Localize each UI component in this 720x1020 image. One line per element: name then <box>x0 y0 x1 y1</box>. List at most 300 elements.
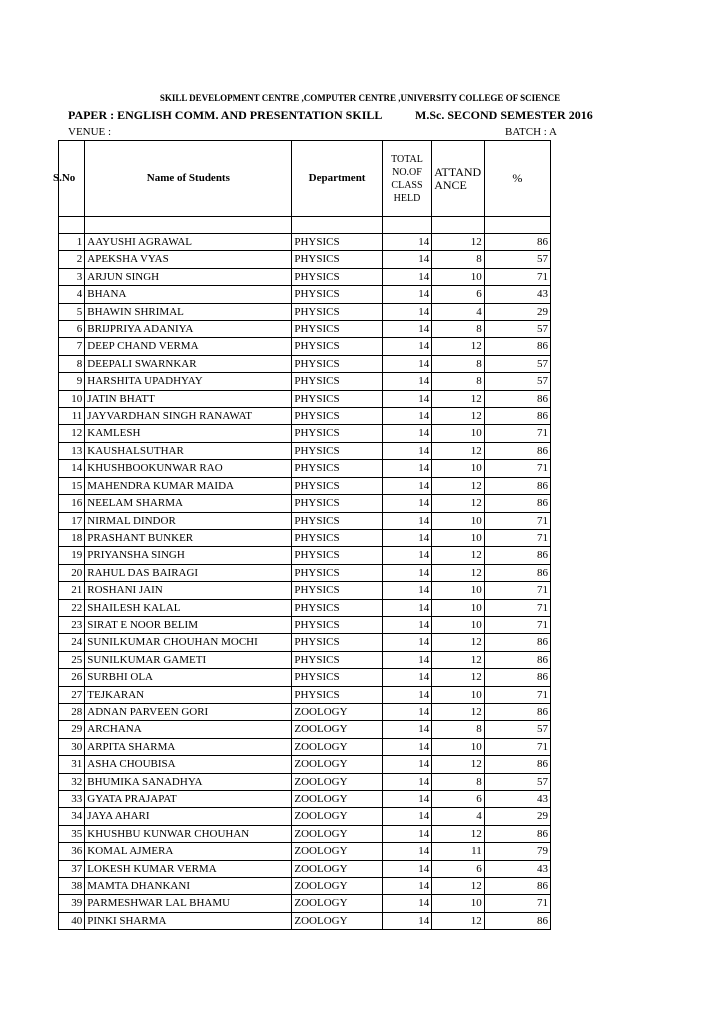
cell-total-classes: 14 <box>382 495 431 512</box>
cell-sno: 31 <box>59 756 85 773</box>
semester-title: M.Sc. SECOND SEMESTER 2016 <box>415 108 593 122</box>
cell-sno: 29 <box>59 721 85 738</box>
cell-department: PHYSICS <box>292 355 382 372</box>
table-row <box>59 512 551 529</box>
cell-attendance: 8 <box>432 773 485 790</box>
cell-attendance: 6 <box>432 791 485 808</box>
cell-percent: 29 <box>484 303 550 320</box>
table-row <box>59 460 551 477</box>
table-row <box>59 738 551 755</box>
cell-department: PHYSICS <box>292 616 382 633</box>
cell-name: SUNILKUMAR CHOUHAN MOCHI <box>85 634 292 651</box>
cell-sno: 32 <box>59 773 85 790</box>
cell-total-classes: 14 <box>382 477 431 494</box>
cell-department: PHYSICS <box>292 529 382 546</box>
cell-percent: 86 <box>484 495 550 512</box>
cell-percent: 71 <box>484 582 550 599</box>
cell-department: ZOOLOGY <box>292 912 382 929</box>
cell-name: KHUSHBU KUNWAR CHOUHAN <box>85 825 292 842</box>
table-row <box>59 338 551 355</box>
cell-department: PHYSICS <box>292 408 382 425</box>
table-row <box>59 495 551 512</box>
table-row <box>59 773 551 790</box>
cell-department: ZOOLOGY <box>292 756 382 773</box>
cell-attendance: 12 <box>432 878 485 895</box>
cell-department: PHYSICS <box>292 390 382 407</box>
cell-percent: 71 <box>484 460 550 477</box>
cell-percent: 86 <box>484 338 550 355</box>
cell-attendance: 8 <box>432 321 485 338</box>
cell-department: PHYSICS <box>292 303 382 320</box>
cell-name: PINKI SHARMA <box>85 912 292 929</box>
attendance-table <box>53 140 551 930</box>
cell-department: PHYSICS <box>292 634 382 651</box>
cell-percent: 43 <box>484 860 550 877</box>
cell-sno: 14 <box>59 460 85 477</box>
cell-department: PHYSICS <box>292 460 382 477</box>
cell-sno: 16 <box>59 495 85 512</box>
table-row <box>59 756 551 773</box>
table-row <box>59 582 551 599</box>
cell-total-classes: 14 <box>382 547 431 564</box>
cell-attendance: 12 <box>432 408 485 425</box>
cell-attendance: 6 <box>432 286 485 303</box>
cell-total-classes: 14 <box>382 321 431 338</box>
cell-name: ARCHANA <box>85 721 292 738</box>
table-row <box>59 321 551 338</box>
cell-attendance: 10 <box>432 895 485 912</box>
cell-name: BHUMIKA SANADHYA <box>85 773 292 790</box>
cell-attendance: 10 <box>432 738 485 755</box>
cell-sno: 22 <box>59 599 85 616</box>
cell-percent: 86 <box>484 477 550 494</box>
cell-attendance: 4 <box>432 808 485 825</box>
cell-percent: 71 <box>484 599 550 616</box>
cell-attendance: 10 <box>432 599 485 616</box>
table-row <box>59 425 551 442</box>
cell-sno: 27 <box>59 686 85 703</box>
cell-total-classes: 14 <box>382 651 431 668</box>
table-header-row <box>59 141 551 217</box>
cell-sno: 4 <box>59 286 85 303</box>
cell-name: TEJKARAN <box>85 686 292 703</box>
cell-department: ZOOLOGY <box>292 791 382 808</box>
cell-name: KHUSHBOOKUNWAR RAO <box>85 460 292 477</box>
cell-sno: 13 <box>59 442 85 459</box>
cell-total-classes: 14 <box>382 669 431 686</box>
cell-department: PHYSICS <box>292 477 382 494</box>
cell-department: PHYSICS <box>292 651 382 668</box>
cell-total-classes: 14 <box>382 425 431 442</box>
paper-title: PAPER : ENGLISH COMM. AND PRESENTATION SKILL <box>68 108 383 122</box>
cell-total-classes: 14 <box>382 373 431 390</box>
table-row <box>59 878 551 895</box>
cell-total-classes: 14 <box>382 234 431 251</box>
cell-sno: 1 <box>59 234 85 251</box>
cell-total-classes: 14 <box>382 721 431 738</box>
cell-percent: 86 <box>484 234 550 251</box>
cell-percent: 57 <box>484 251 550 268</box>
cell-sno: 15 <box>59 477 85 494</box>
cell-percent: 86 <box>484 756 550 773</box>
cell-attendance: 12 <box>432 234 485 251</box>
cell-name: BRIJPRIYA ADANIYA <box>85 321 292 338</box>
cell-department: ZOOLOGY <box>292 895 382 912</box>
cell-name: PRASHANT BUNKER <box>85 529 292 546</box>
cell-name: HARSHITA UPADHYAY <box>85 373 292 390</box>
spacer-cell <box>382 217 431 234</box>
cell-percent: 29 <box>484 808 550 825</box>
table-row <box>59 442 551 459</box>
table-body <box>59 234 551 930</box>
cell-percent: 71 <box>484 616 550 633</box>
table-row <box>59 599 551 616</box>
cell-name: JATIN BHATT <box>85 390 292 407</box>
cell-total-classes: 14 <box>382 703 431 720</box>
cell-sno: 26 <box>59 669 85 686</box>
cell-total-classes: 14 <box>382 599 431 616</box>
table-row <box>59 669 551 686</box>
cell-department: ZOOLOGY <box>292 703 382 720</box>
table-row <box>59 616 551 633</box>
cell-department: ZOOLOGY <box>292 843 382 860</box>
table-row <box>59 303 551 320</box>
cell-attendance: 10 <box>432 582 485 599</box>
cell-name: PRIYANSHA SINGH <box>85 547 292 564</box>
cell-name: MAMTA DHANKANI <box>85 878 292 895</box>
table-row <box>59 564 551 581</box>
cell-sno: 19 <box>59 547 85 564</box>
cell-sno: 30 <box>59 738 85 755</box>
cell-department: PHYSICS <box>292 251 382 268</box>
cell-sno: 9 <box>59 373 85 390</box>
cell-department: PHYSICS <box>292 268 382 285</box>
cell-attendance: 12 <box>432 669 485 686</box>
cell-department: ZOOLOGY <box>292 738 382 755</box>
cell-name: KAUSHALSUTHAR <box>85 442 292 459</box>
cell-department: PHYSICS <box>292 564 382 581</box>
cell-percent: 57 <box>484 355 550 372</box>
cell-name: DEEPALI SWARNKAR <box>85 355 292 372</box>
cell-department: PHYSICS <box>292 321 382 338</box>
cell-department: PHYSICS <box>292 425 382 442</box>
cell-department: PHYSICS <box>292 512 382 529</box>
cell-department: PHYSICS <box>292 582 382 599</box>
cell-percent: 86 <box>484 547 550 564</box>
cell-total-classes: 14 <box>382 529 431 546</box>
cell-total-classes: 14 <box>382 912 431 929</box>
cell-total-classes: 14 <box>382 791 431 808</box>
cell-percent: 71 <box>484 686 550 703</box>
cell-department: PHYSICS <box>292 442 382 459</box>
cell-total-classes: 14 <box>382 303 431 320</box>
cell-name: SHAILESH KALAL <box>85 599 292 616</box>
col-header-total-classes: TOTAL NO.OF CLASS HELD <box>382 141 431 217</box>
cell-total-classes: 14 <box>382 251 431 268</box>
col-header-attendance: ATTANDANCE <box>432 141 485 217</box>
cell-attendance: 8 <box>432 373 485 390</box>
cell-percent: 86 <box>484 825 550 842</box>
cell-name: SURBHI OLA <box>85 669 292 686</box>
cell-attendance: 12 <box>432 825 485 842</box>
cell-department: PHYSICS <box>292 547 382 564</box>
cell-attendance: 12 <box>432 338 485 355</box>
cell-percent: 57 <box>484 373 550 390</box>
cell-attendance: 10 <box>432 529 485 546</box>
cell-department: ZOOLOGY <box>292 721 382 738</box>
cell-attendance: 12 <box>432 634 485 651</box>
col-header-sno: S.No <box>59 141 85 217</box>
table-row <box>59 547 551 564</box>
cell-sno: 28 <box>59 703 85 720</box>
cell-percent: 71 <box>484 738 550 755</box>
cell-sno: 20 <box>59 564 85 581</box>
cell-total-classes: 14 <box>382 634 431 651</box>
cell-attendance: 12 <box>432 442 485 459</box>
cell-sno: 25 <box>59 651 85 668</box>
cell-sno: 12 <box>59 425 85 442</box>
venue-label: VENUE : <box>68 126 112 138</box>
cell-department: ZOOLOGY <box>292 878 382 895</box>
cell-percent: 71 <box>484 268 550 285</box>
cell-sno: 37 <box>59 860 85 877</box>
cell-sno: 21 <box>59 582 85 599</box>
batch-label: BATCH : A <box>505 126 557 138</box>
cell-attendance: 12 <box>432 390 485 407</box>
cell-sno: 23 <box>59 616 85 633</box>
col-header-percent: % <box>484 141 550 217</box>
cell-attendance: 12 <box>432 912 485 929</box>
cell-name: AAYUSHI AGRAWAL <box>85 234 292 251</box>
cell-sno: 24 <box>59 634 85 651</box>
cell-attendance: 10 <box>432 616 485 633</box>
table-row <box>59 721 551 738</box>
col-header-name: Name of Students <box>85 141 292 217</box>
cell-attendance: 12 <box>432 703 485 720</box>
cell-department: ZOOLOGY <box>292 808 382 825</box>
table-row <box>59 651 551 668</box>
cell-attendance: 12 <box>432 651 485 668</box>
cell-total-classes: 14 <box>382 878 431 895</box>
cell-total-classes: 14 <box>382 825 431 842</box>
cell-attendance: 12 <box>432 495 485 512</box>
cell-total-classes: 14 <box>382 773 431 790</box>
table-row <box>59 477 551 494</box>
cell-percent: 71 <box>484 512 550 529</box>
spacer-cell <box>432 217 485 234</box>
cell-name: ROSHANI JAIN <box>85 582 292 599</box>
cell-sno: 18 <box>59 529 85 546</box>
cell-total-classes: 14 <box>382 460 431 477</box>
cell-department: PHYSICS <box>292 234 382 251</box>
cell-sno: 10 <box>59 390 85 407</box>
spacer-cell <box>85 217 292 234</box>
table-row <box>59 686 551 703</box>
cell-total-classes: 14 <box>382 895 431 912</box>
col-header-department: Department <box>292 141 382 217</box>
cell-total-classes: 14 <box>382 286 431 303</box>
cell-total-classes: 14 <box>382 408 431 425</box>
table-row <box>59 808 551 825</box>
cell-percent: 86 <box>484 912 550 929</box>
cell-sno: 17 <box>59 512 85 529</box>
cell-name: JAYA AHARI <box>85 808 292 825</box>
cell-attendance: 8 <box>432 355 485 372</box>
cell-percent: 43 <box>484 791 550 808</box>
cell-total-classes: 14 <box>382 442 431 459</box>
cell-total-classes: 14 <box>382 808 431 825</box>
cell-sno: 38 <box>59 878 85 895</box>
table-row <box>59 529 551 546</box>
header-spacer-row <box>59 217 551 234</box>
cell-percent: 86 <box>484 703 550 720</box>
cell-sno: 34 <box>59 808 85 825</box>
cell-name: DEEP CHAND VERMA <box>85 338 292 355</box>
cell-name: ARJUN SINGH <box>85 268 292 285</box>
cell-name: NIRMAL DINDOR <box>85 512 292 529</box>
cell-department: PHYSICS <box>292 495 382 512</box>
cell-attendance: 10 <box>432 460 485 477</box>
cell-name: ADNAN PARVEEN GORI <box>85 703 292 720</box>
cell-total-classes: 14 <box>382 582 431 599</box>
table-row <box>59 703 551 720</box>
cell-total-classes: 14 <box>382 616 431 633</box>
table-row <box>59 373 551 390</box>
cell-sno: 7 <box>59 338 85 355</box>
cell-percent: 71 <box>484 895 550 912</box>
cell-name: PARMESHWAR LAL BHAMU <box>85 895 292 912</box>
cell-attendance: 10 <box>432 686 485 703</box>
table-row <box>59 408 551 425</box>
table-row <box>59 791 551 808</box>
cell-sno: 8 <box>59 355 85 372</box>
table-row <box>59 251 551 268</box>
cell-percent: 86 <box>484 651 550 668</box>
cell-department: PHYSICS <box>292 686 382 703</box>
cell-total-classes: 14 <box>382 686 431 703</box>
cell-name: SUNILKUMAR GAMETI <box>85 651 292 668</box>
cell-percent: 86 <box>484 878 550 895</box>
table-row <box>59 355 551 372</box>
table-row <box>59 634 551 651</box>
table-row <box>59 268 551 285</box>
spacer-cell <box>292 217 382 234</box>
cell-percent: 86 <box>484 634 550 651</box>
cell-name: SIRAT E NOOR BELIM <box>85 616 292 633</box>
cell-name: RAHUL DAS BAIRAGI <box>85 564 292 581</box>
cell-percent: 57 <box>484 721 550 738</box>
cell-attendance: 12 <box>432 547 485 564</box>
cell-percent: 86 <box>484 564 550 581</box>
cell-name: APEKSHA VYAS <box>85 251 292 268</box>
cell-total-classes: 14 <box>382 843 431 860</box>
cell-total-classes: 14 <box>382 390 431 407</box>
cell-percent: 43 <box>484 286 550 303</box>
cell-total-classes: 14 <box>382 756 431 773</box>
cell-sno: 40 <box>59 912 85 929</box>
table-row <box>59 895 551 912</box>
cell-total-classes: 14 <box>382 564 431 581</box>
cell-sno: 6 <box>59 321 85 338</box>
cell-attendance: 11 <box>432 843 485 860</box>
cell-attendance: 12 <box>432 477 485 494</box>
cell-attendance: 10 <box>432 512 485 529</box>
cell-department: PHYSICS <box>292 373 382 390</box>
cell-name: ARPITA SHARMA <box>85 738 292 755</box>
cell-sno: 5 <box>59 303 85 320</box>
cell-sno: 36 <box>59 843 85 860</box>
cell-department: PHYSICS <box>292 286 382 303</box>
table-row <box>59 843 551 860</box>
cell-percent: 57 <box>484 321 550 338</box>
table-row <box>59 860 551 877</box>
cell-total-classes: 14 <box>382 512 431 529</box>
cell-name: MAHENDRA KUMAR MAIDA <box>85 477 292 494</box>
cell-name: ASHA CHOUBISA <box>85 756 292 773</box>
cell-attendance: 6 <box>432 860 485 877</box>
cell-department: ZOOLOGY <box>292 825 382 842</box>
cell-attendance: 8 <box>432 251 485 268</box>
cell-total-classes: 14 <box>382 355 431 372</box>
cell-sno: 33 <box>59 791 85 808</box>
cell-department: ZOOLOGY <box>292 773 382 790</box>
cell-name: LOKESH KUMAR VERMA <box>85 860 292 877</box>
cell-percent: 79 <box>484 843 550 860</box>
cell-department: PHYSICS <box>292 669 382 686</box>
cell-percent: 57 <box>484 773 550 790</box>
cell-attendance: 12 <box>432 756 485 773</box>
cell-total-classes: 14 <box>382 738 431 755</box>
cell-department: PHYSICS <box>292 599 382 616</box>
cell-name: KAMLESH <box>85 425 292 442</box>
cell-sno: 39 <box>59 895 85 912</box>
spacer-cell <box>484 217 550 234</box>
spacer-cell <box>59 217 85 234</box>
cell-sno: 35 <box>59 825 85 842</box>
table-row <box>59 286 551 303</box>
cell-name: BHAWIN SHRIMAL <box>85 303 292 320</box>
cell-total-classes: 14 <box>382 338 431 355</box>
cell-attendance: 12 <box>432 564 485 581</box>
cell-sno: 3 <box>59 268 85 285</box>
cell-attendance: 10 <box>432 425 485 442</box>
table-row <box>59 234 551 251</box>
cell-name: BHANA <box>85 286 292 303</box>
cell-percent: 71 <box>484 425 550 442</box>
cell-percent: 86 <box>484 390 550 407</box>
table-row <box>59 390 551 407</box>
cell-attendance: 10 <box>432 268 485 285</box>
cell-total-classes: 14 <box>382 860 431 877</box>
cell-percent: 86 <box>484 669 550 686</box>
cell-percent: 86 <box>484 442 550 459</box>
cell-name: JAYVARDHAN SINGH RANAWAT <box>85 408 292 425</box>
cell-name: GYATA PRAJAPAT <box>85 791 292 808</box>
cell-attendance: 4 <box>432 303 485 320</box>
cell-percent: 86 <box>484 408 550 425</box>
cell-attendance: 8 <box>432 721 485 738</box>
cell-total-classes: 14 <box>382 268 431 285</box>
table-row <box>59 825 551 842</box>
cell-name: NEELAM SHARMA <box>85 495 292 512</box>
table-row <box>59 912 551 929</box>
cell-name: KOMAL AJMERA <box>85 843 292 860</box>
institution-header: SKILL DEVELOPMENT CENTRE ,COMPUTER CENTRE ,UNIVERSITY COLLEGE OF SCIENCE <box>159 93 561 103</box>
cell-department: PHYSICS <box>292 338 382 355</box>
cell-department: ZOOLOGY <box>292 860 382 877</box>
cell-percent: 71 <box>484 529 550 546</box>
cell-sno: 2 <box>59 251 85 268</box>
